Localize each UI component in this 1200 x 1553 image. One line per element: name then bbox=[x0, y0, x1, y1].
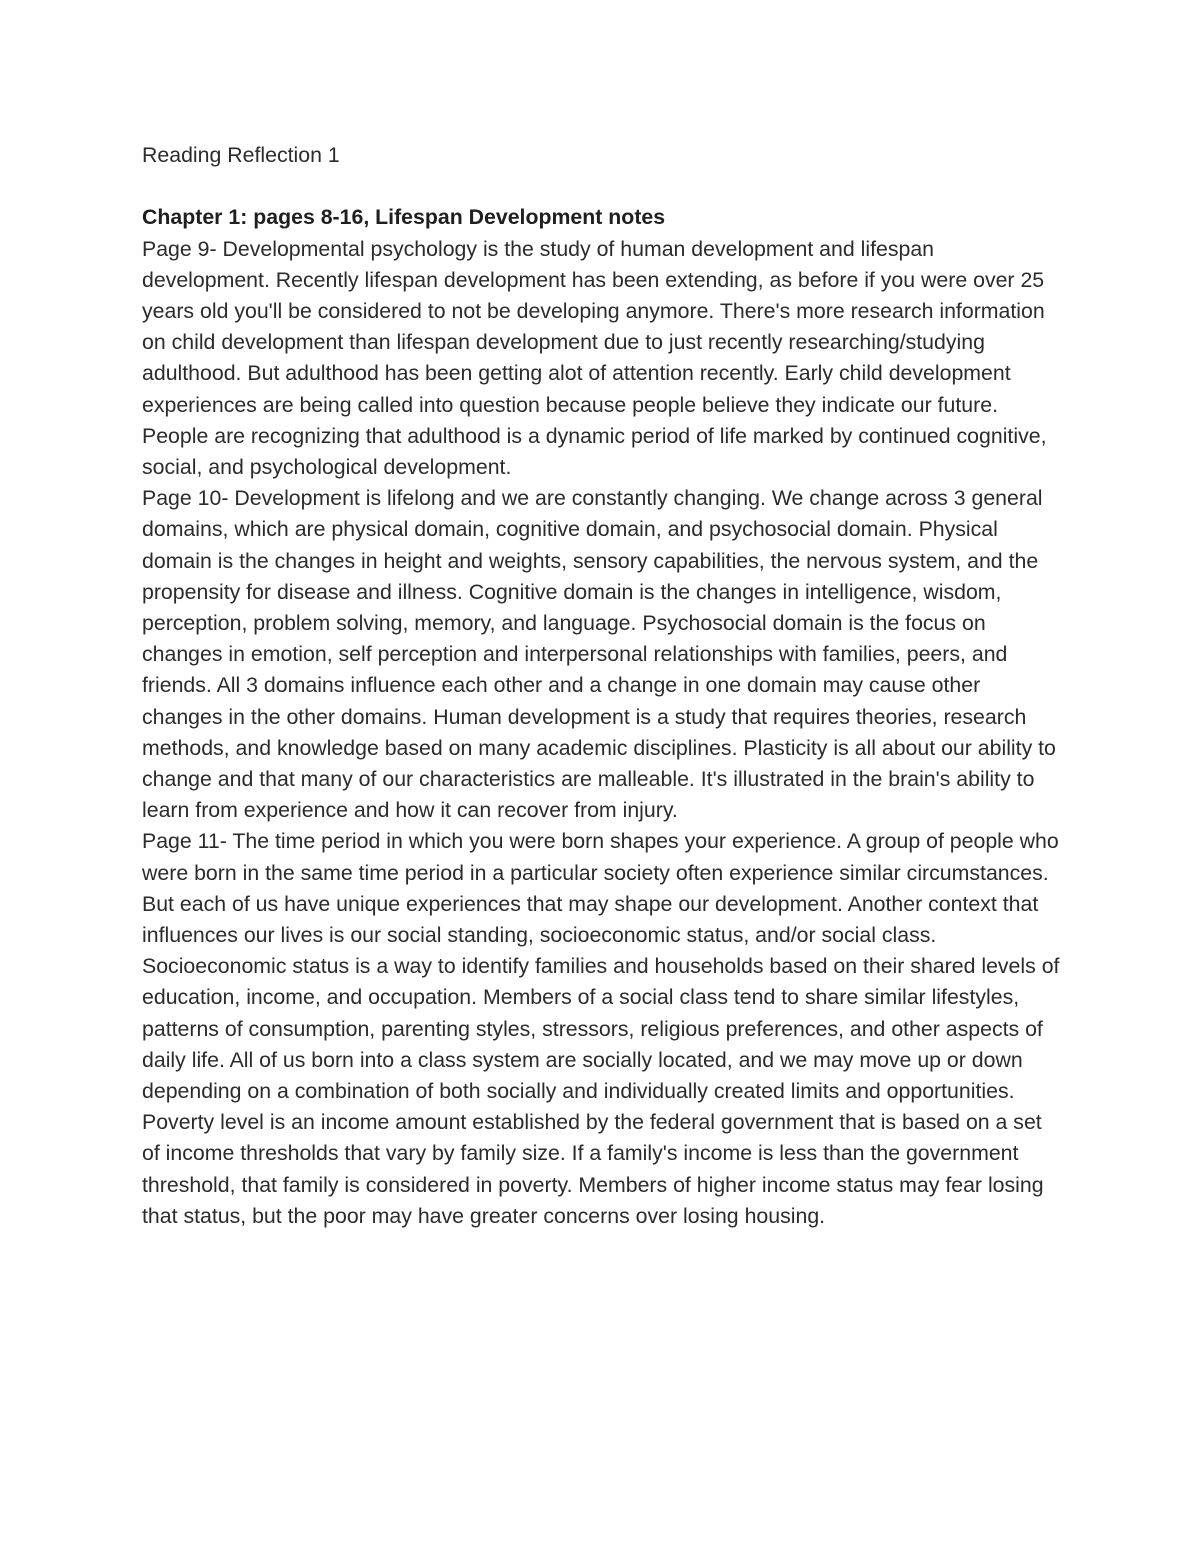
blank-line bbox=[142, 171, 1062, 202]
document-title: Reading Reflection 1 bbox=[142, 143, 340, 167]
document-body bbox=[142, 140, 1062, 1232]
paragraph-page-10: Page 10- Development is lifelong and we are constantly changing. We change across 3 general domains, which are physical domain, cognitive domain, and psychosocial domain. Physical domain is the changes in height and weights, sensory capabilities, the nervous system, and the propensity for disease and illness. Cognitive domain is the changes in intelligence, wisdom, perception, problem solving, memory, and language. Psychosocial domain is the focus on changes in emotion, self perception and interpersonal relationships with families, peers, and friends. All 3 domains influence each other and a change in one domain may cause other changes in the other domains. Human development is a study that requires theories, research methods, and knowledge based on many academic disciplines. Plasticity is all about our ability to change and that many of our characteristics are malleable. It's illustrated in the brain's ability to learn from experience and how it can recover from injury. bbox=[142, 486, 1056, 823]
paragraph-page-9: Page 9- Developmental psychology is the study of human development and lifespan development. Recently lifespan development has been extending, as before if you were over 25 years old you'll be considered to not be developing anymore. There's more research information on child development than lifespan development due to just recently researching/studying adulthood. But adulthood has been getting alot of attention recently. Early child development experiences are being called into question because people believe they indicate our future. People are recognizing that adulthood is a dynamic period of life marked by continued cognitive, social, and psychological development. bbox=[142, 236, 1047, 480]
chapter-heading: Chapter 1: pages 8-16, Lifespan Development notes bbox=[142, 205, 666, 230]
paragraph-page-11: Page 11- The time period in which you were born shapes your experience. A group of people who were born in the same time period in a particular society often experience similar circumstances. But each of us have unique experiences that may shape our development. Another context that influences our lives is our social standing, socioeconomic status, and/or social class. Socioeconomic status is a way to identify families and households based on their shared levels of education, income, and occupation. Members of a social class tend to share similar lifestyles, patterns of consumption, parenting styles, stressors, religious preferences, and other aspects of daily life. All of us born into a class system are socially located, and we may move up or down depending on a combination of both socially and individually created limits and opportunities. Poverty level is an income amount established by the federal government that is based on a set of income thresholds that vary by family size. If a family's income is less than the government threshold, that family is considered in poverty. Members of higher income status may fear losing that status, but the poor may have greater concerns over losing housing. bbox=[142, 829, 1060, 1228]
